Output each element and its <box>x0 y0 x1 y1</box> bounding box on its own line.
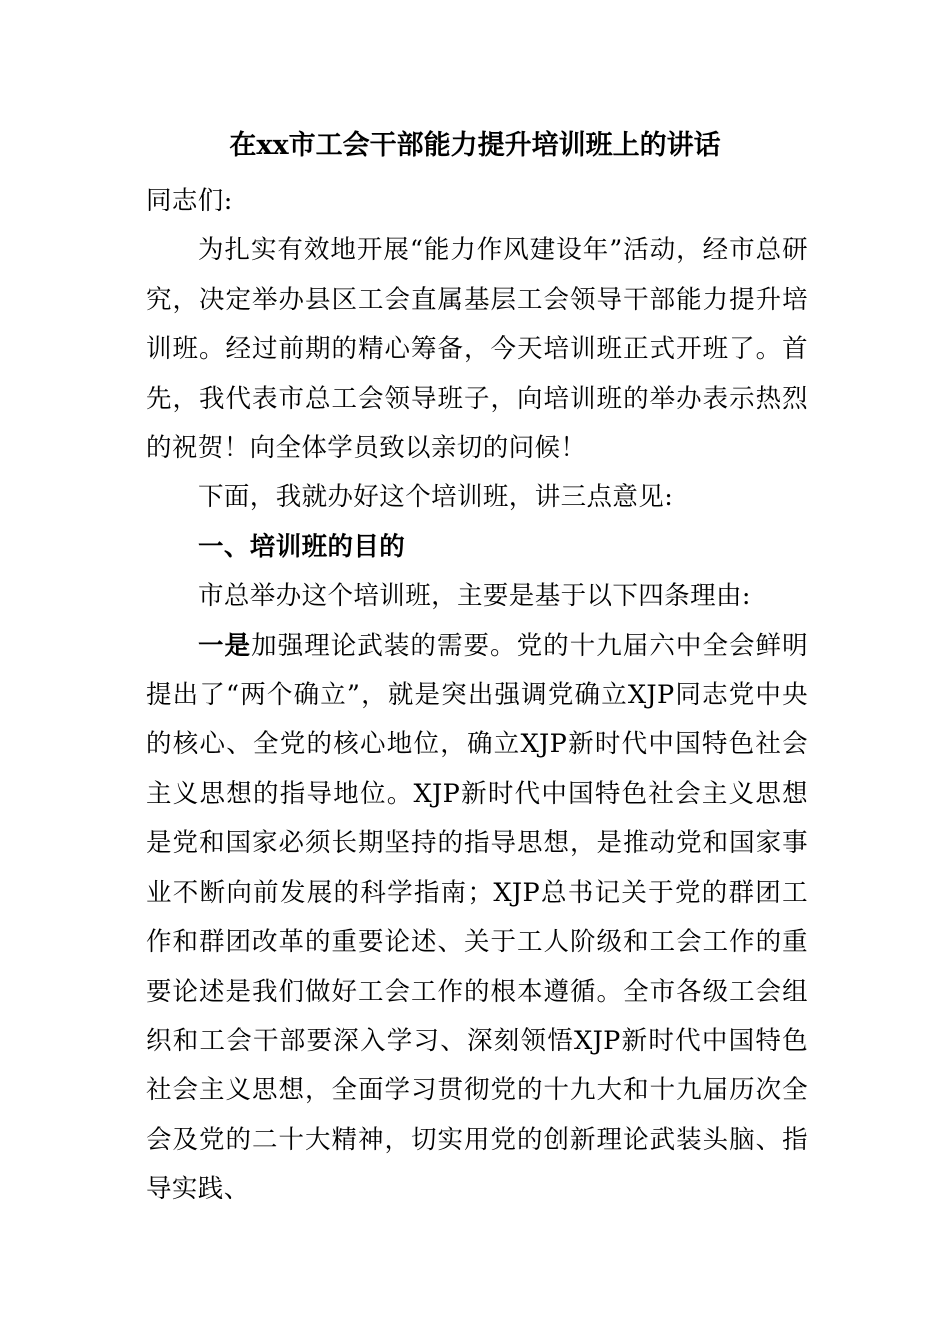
outline-paragraph: 下面，我就办好这个培训班，讲三点意见: <box>198 482 674 513</box>
opening-paragraph: 为扎实有效地开展“能力作风建设年”活动，经市总研究，决定举办县区工会直属基层工会领导干部能力提升培训班。经过前期的精心筹备，今天培训班正式开班了。首先，我代表市总工会领导班子，向培训班的举办表示热烈的祝贺！向全体学员致以亲切的问候！ <box>146 235 808 464</box>
point-one-text: 加强理论武装的需要。党的十九届六中全会鲜明提出了“两个确立”，就是突出强调党确立XJP同志党中央的核心、全党的核心地位，确立XJP新时代中国特色社会主义思想的指导地位。XJP新时代中国特色社会主义思想是党和国家必须长期坚持的指导思想，是推动党和国家事业不断向前发展的科学指南；XJP总书记关于党的群团工作和群团改革的重要论述、关于工人阶级和工会工作的重要论述是我们做好工会工作的根本遵循。全市各级工会组织和工会干部要深入学习、深刻领悟XJP新时代中国特色社会主义思想，全面学习贯彻党的十九大和十九届历次全会及党的二十大精神，切实用党的创新理论武装头脑、指导实践、 <box>146 630 808 1205</box>
section-intro: 市总举办这个培训班，主要是基于以下四条理由: <box>198 581 751 612</box>
document-title: 在xx市工会干部能力提升培训班上的讲话 <box>229 130 721 161</box>
section-heading: 一、培训班的目的 <box>198 531 406 562</box>
point-one-paragraph <box>146 622 808 1215</box>
point-one-lead: 一是 <box>198 630 252 661</box>
document-body <box>146 177 808 1215</box>
salutation: 同志们: <box>146 186 233 216</box>
